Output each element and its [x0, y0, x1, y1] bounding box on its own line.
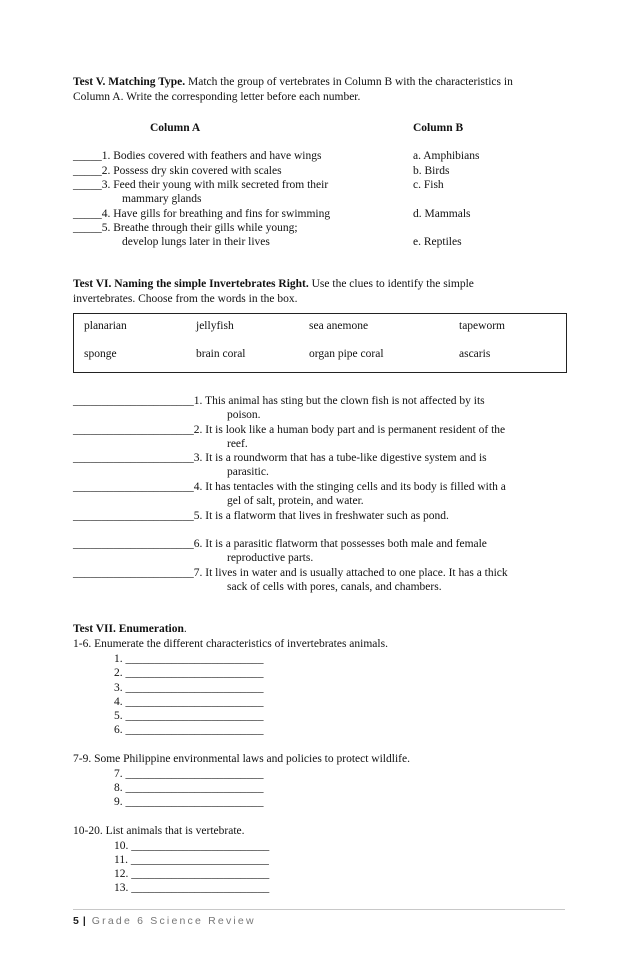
- page-footer: [73, 914, 256, 928]
- choice-a: a. Amphibians: [413, 150, 480, 162]
- answer-line: 10. ________________________: [114, 840, 270, 852]
- word-box-item: tapeworm: [459, 320, 505, 332]
- test7-heading: [73, 622, 187, 636]
- test6-item-7-cont: sack of cells with pores, canals, and chambers.: [227, 581, 442, 593]
- test5-item-4: _____4. Have gills for breathing and fins for swimming: [73, 208, 331, 220]
- answer-line: 9. ________________________: [114, 796, 264, 808]
- test6-item-1: _____________________1. This animal has sting but the clown fish is not affected by its: [73, 395, 485, 407]
- column-b-header: Column B: [413, 122, 464, 134]
- footer-text: Grade 6 Science Review: [91, 915, 256, 927]
- test7-question-1: 1-6. Enumerate the different characteristics of invertebrates animals.: [73, 638, 388, 650]
- test6-instruction-line1: [73, 277, 474, 291]
- footer-divider: [73, 909, 565, 910]
- test5-item-3: _____3. Feed their young with milk secreted from their: [73, 179, 329, 191]
- test6-item-2: _____________________2. It is look like a human body part and is permanent resident of the: [73, 424, 506, 436]
- answer-line: 13. ________________________: [114, 882, 270, 894]
- answer-line: 3. ________________________: [114, 682, 264, 694]
- answer-line: 5. ________________________: [114, 710, 264, 722]
- word-box-item: jellyfish: [196, 320, 234, 332]
- answer-line: 2. ________________________: [114, 667, 264, 679]
- answer-line: 1. ________________________: [114, 653, 264, 665]
- test6-item-6-cont: reproductive parts.: [227, 552, 314, 564]
- column-a-header: Column A: [150, 122, 201, 134]
- test7-question-2: 7-9. Some Philippine environmental laws and policies to protect wildlife.: [73, 753, 410, 765]
- answer-line: 6. ________________________: [114, 724, 264, 736]
- test6-item-3-cont: parasitic.: [227, 466, 269, 478]
- word-box-item: sponge: [84, 348, 117, 360]
- choice-e: e. Reptiles: [413, 236, 462, 248]
- page-number: 5: [73, 915, 79, 927]
- test7-title: Test VII. Enumeration: [73, 623, 184, 635]
- test6-instruction-text: Use the clues to identify the simple: [308, 278, 474, 290]
- answer-line: 12. ________________________: [114, 868, 270, 880]
- test6-item-1-cont: poison.: [227, 409, 261, 421]
- test6-item-6: _____________________6. It is a parasitic flatworm that possesses both male and female: [73, 538, 487, 550]
- test6-item-7: _____________________7. It lives in water and is usually attached to one place. It has a thick: [73, 567, 508, 579]
- test6-item-2-cont: reef.: [227, 438, 248, 450]
- word-box-item: ascaris: [459, 348, 491, 360]
- test5-instruction-line1: [73, 75, 513, 89]
- word-box-item: sea anemone: [309, 320, 369, 332]
- word-box-item: planarian: [84, 320, 127, 332]
- test5-item-5-cont: develop lungs later in their lives: [122, 236, 270, 248]
- word-box-item: organ pipe coral: [309, 348, 384, 360]
- test6-item-4: _____________________4. It has tentacles with the stinging cells and its body is filled with a: [73, 481, 506, 493]
- answer-line: 11. ________________________: [114, 854, 269, 866]
- test6-item-4-cont: gel of salt, protein, and water.: [227, 495, 364, 507]
- choice-d: d. Mammals: [413, 208, 471, 220]
- test5-item-2: _____2. Possess dry skin covered with scales: [73, 165, 282, 177]
- test6-item-3: _____________________3. It is a roundworm that has a tube-like digestive system and is: [73, 452, 487, 464]
- test5-instruction-text: Match the group of vertebrates in Column B with the characteristics in: [185, 76, 513, 88]
- choice-b: b. Birds: [413, 165, 450, 177]
- test5-item-3-cont: mammary glands: [122, 193, 202, 205]
- test6-item-5: _____________________5. It is a flatworm that lives in freshwater such as pond.: [73, 510, 449, 522]
- test6-instruction-line2: invertebrates. Choose from the words in the box.: [73, 293, 298, 305]
- answer-line: 7. ________________________: [114, 768, 264, 780]
- test7-title-period: .: [183, 623, 187, 635]
- choice-c: c. Fish: [413, 179, 444, 191]
- test7-question-3: 10-20. List animals that is vertebrate.: [73, 825, 245, 837]
- footer-separator: |: [82, 915, 86, 927]
- answer-line: 8. ________________________: [114, 782, 264, 794]
- test5-item-5: _____5. Breathe through their gills while young;: [73, 222, 298, 234]
- word-box-item: brain coral: [196, 348, 246, 360]
- test6-title: Test VI. Naming the simple Invertebrates Right.: [73, 278, 309, 290]
- test5-title: Test V. Matching Type.: [73, 76, 186, 88]
- test5-item-1: _____1. Bodies covered with feathers and have wings: [73, 150, 322, 162]
- test5-instruction-line2: Column A. Write the corresponding letter before each number.: [73, 91, 361, 103]
- answer-line: 4. ________________________: [114, 696, 264, 708]
